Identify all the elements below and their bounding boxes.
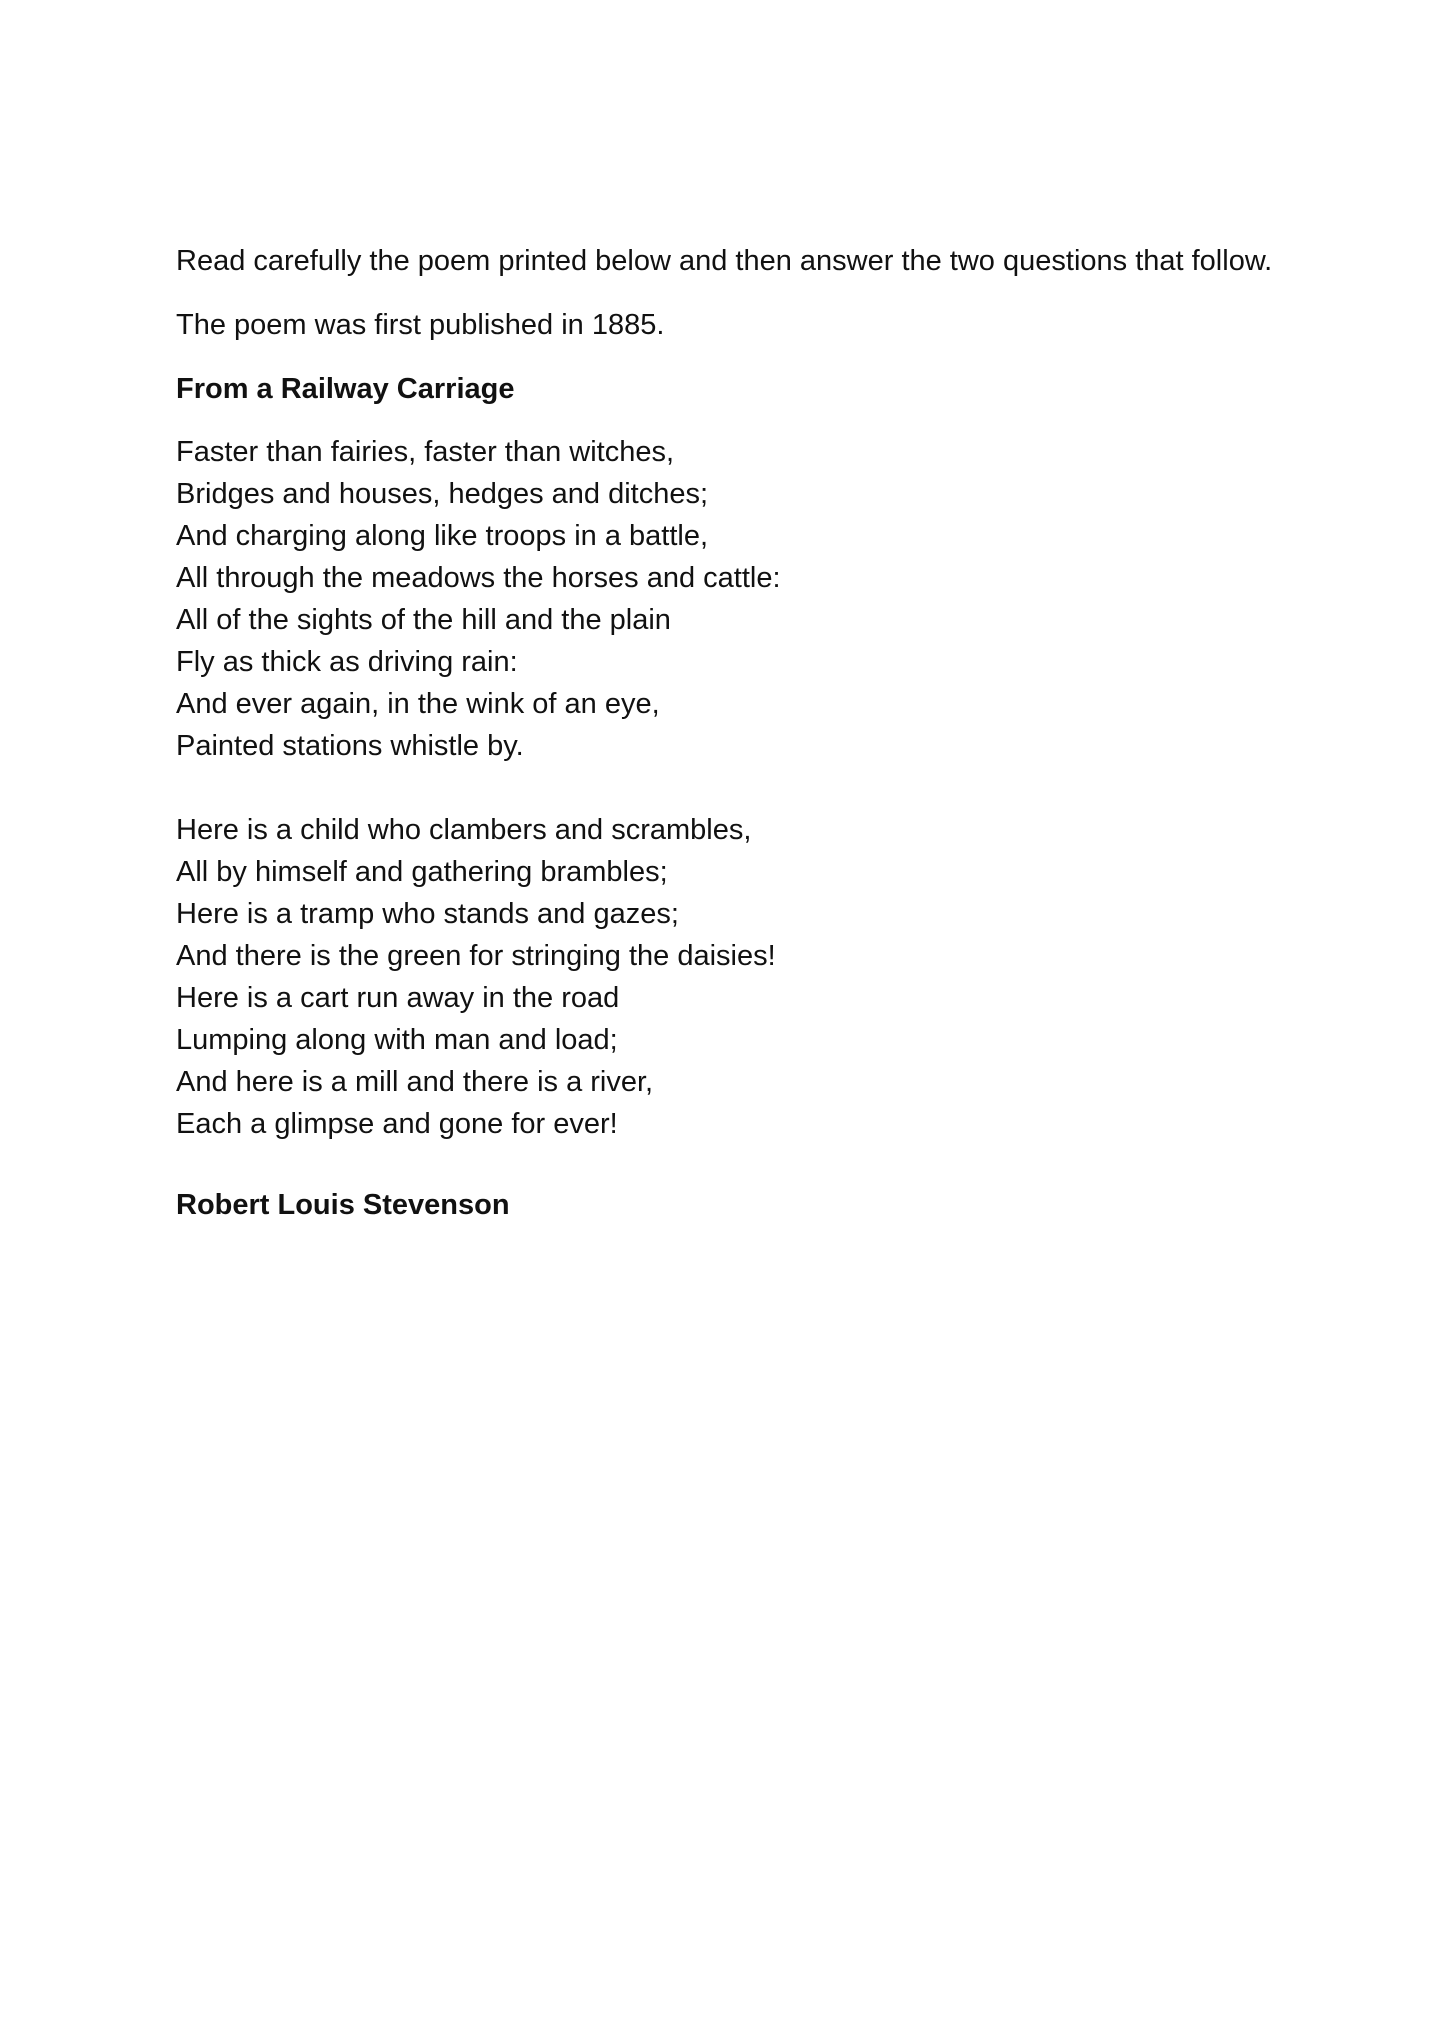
poem-line: Fly as thick as driving rain: <box>176 646 518 678</box>
poem-line: And here is a mill and there is a river, <box>176 1066 654 1098</box>
poem-line: Here is a tramp who stands and gazes; <box>176 898 679 930</box>
publication-note: The poem was first published in 1885. <box>176 309 665 341</box>
poem-line: Faster than fairies, faster than witches, <box>176 436 675 468</box>
poem-line: All by himself and gathering brambles; <box>176 856 668 888</box>
poem-line: Here is a child who clambers and scrambles, <box>176 814 752 846</box>
poem-line: Bridges and houses, hedges and ditches; <box>176 478 709 510</box>
poem-line: And ever again, in the wink of an eye, <box>176 688 660 720</box>
poem-line: Painted stations whistle by. <box>176 730 524 762</box>
poem-line: Lumping along with man and load; <box>176 1024 618 1056</box>
poem-line: All through the meadows the horses and cattle: <box>176 562 781 594</box>
poem-line: All of the sights of the hill and the plain <box>176 604 671 636</box>
poem-line: Here is a cart run away in the road <box>176 982 620 1014</box>
document-content <box>176 239 1286 1227</box>
poem-line: And there is the green for stringing the daisies! <box>176 940 776 972</box>
poem-stanza-2 <box>176 809 1286 1145</box>
poem-line: And charging along like troops in a battle, <box>176 520 709 552</box>
poem-title: From a Railway Carriage <box>176 373 515 405</box>
poem-author: Robert Louis Stevenson <box>176 1189 510 1221</box>
poem-stanza-1 <box>176 431 1286 767</box>
poem-line: Each a glimpse and gone for ever! <box>176 1108 618 1140</box>
intro-instructions: Read carefully the poem printed below and then answer the two questions that follow. <box>176 245 1273 277</box>
